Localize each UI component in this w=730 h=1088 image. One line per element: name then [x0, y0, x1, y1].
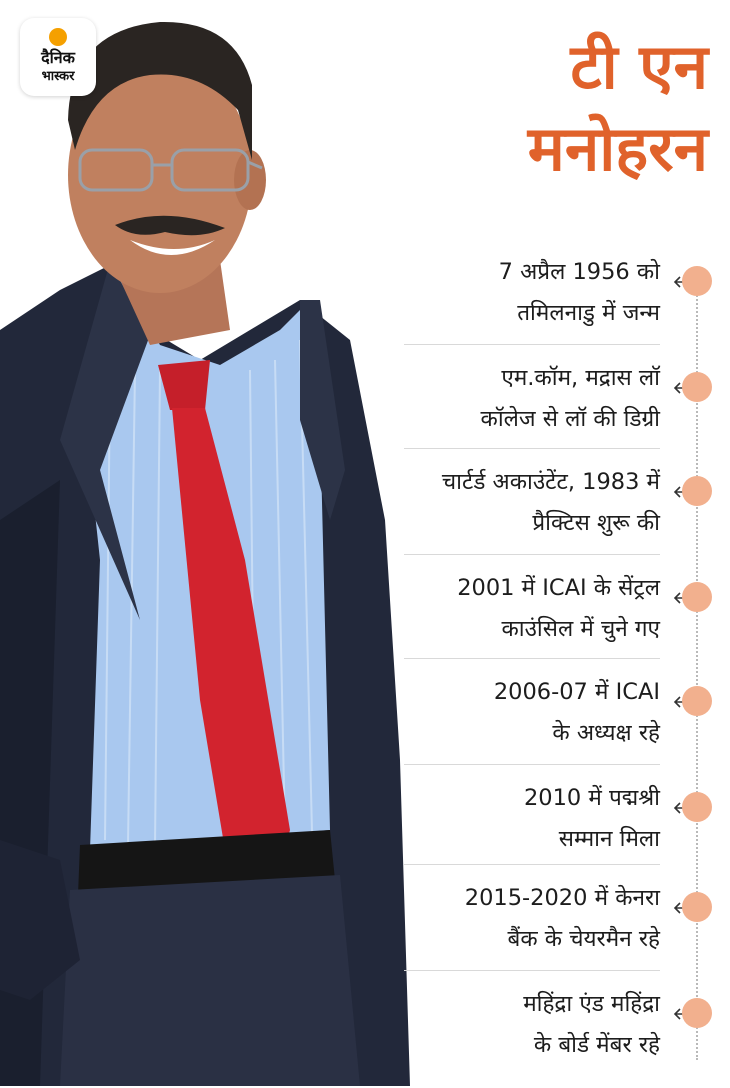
timeline-event	[400, 462, 730, 566]
divider	[404, 764, 660, 765]
event-text: एम.कॉम, मद्रास लॉ कॉलेज से लॉ की डिग्री	[480, 365, 660, 432]
timeline-dot	[682, 686, 712, 716]
title-line2: मनोहरन	[527, 112, 708, 185]
timeline-dot	[682, 792, 712, 822]
event-text: चार्टर्ड अकाउंटेंट, 1983 में प्रैक्टिस शुरू की	[441, 469, 660, 536]
brand-name-line2: भास्कर	[41, 69, 75, 84]
timeline-dot	[682, 372, 712, 402]
divider	[404, 448, 660, 449]
timeline-event	[400, 358, 730, 462]
event-text: 2001 में ICAI के सेंट्रल काउंसिल में चुने गए	[457, 575, 660, 642]
divider	[404, 970, 660, 971]
event-text: महिंद्रा एंड महिंद्रा के बोर्ड मेंबर रहे	[523, 991, 660, 1058]
timeline-dot	[682, 582, 712, 612]
timeline-dot	[682, 266, 712, 296]
divider	[404, 554, 660, 555]
timeline-event	[400, 252, 730, 356]
timeline-event	[400, 984, 730, 1088]
page-title	[328, 26, 708, 190]
event-text: 2010 में पद्मश्री सम्मान मिला	[523, 785, 660, 852]
logo-sun-icon	[49, 28, 67, 46]
title-line1: टी एन	[570, 30, 708, 103]
brand-logo	[20, 18, 96, 96]
timeline-event	[400, 568, 730, 672]
timeline-dot	[682, 998, 712, 1028]
divider	[404, 864, 660, 865]
event-text: 7 अप्रैल 1956 को तमिलनाडु में जन्म	[498, 259, 660, 326]
divider	[404, 658, 660, 659]
event-text: 2006-07 में ICAI के अध्यक्ष रहे	[493, 679, 660, 746]
divider	[404, 344, 660, 345]
timeline-dot	[682, 892, 712, 922]
ear	[234, 150, 266, 210]
timeline-dot	[682, 476, 712, 506]
trousers	[60, 875, 360, 1086]
timeline-event	[400, 778, 730, 882]
timeline-event	[400, 672, 730, 776]
timeline-event	[400, 878, 730, 982]
event-text: 2015-2020 में केनरा बैंक के चेयरमैन रहे	[464, 885, 660, 952]
brand-name-line1: दैनिक	[41, 48, 75, 67]
